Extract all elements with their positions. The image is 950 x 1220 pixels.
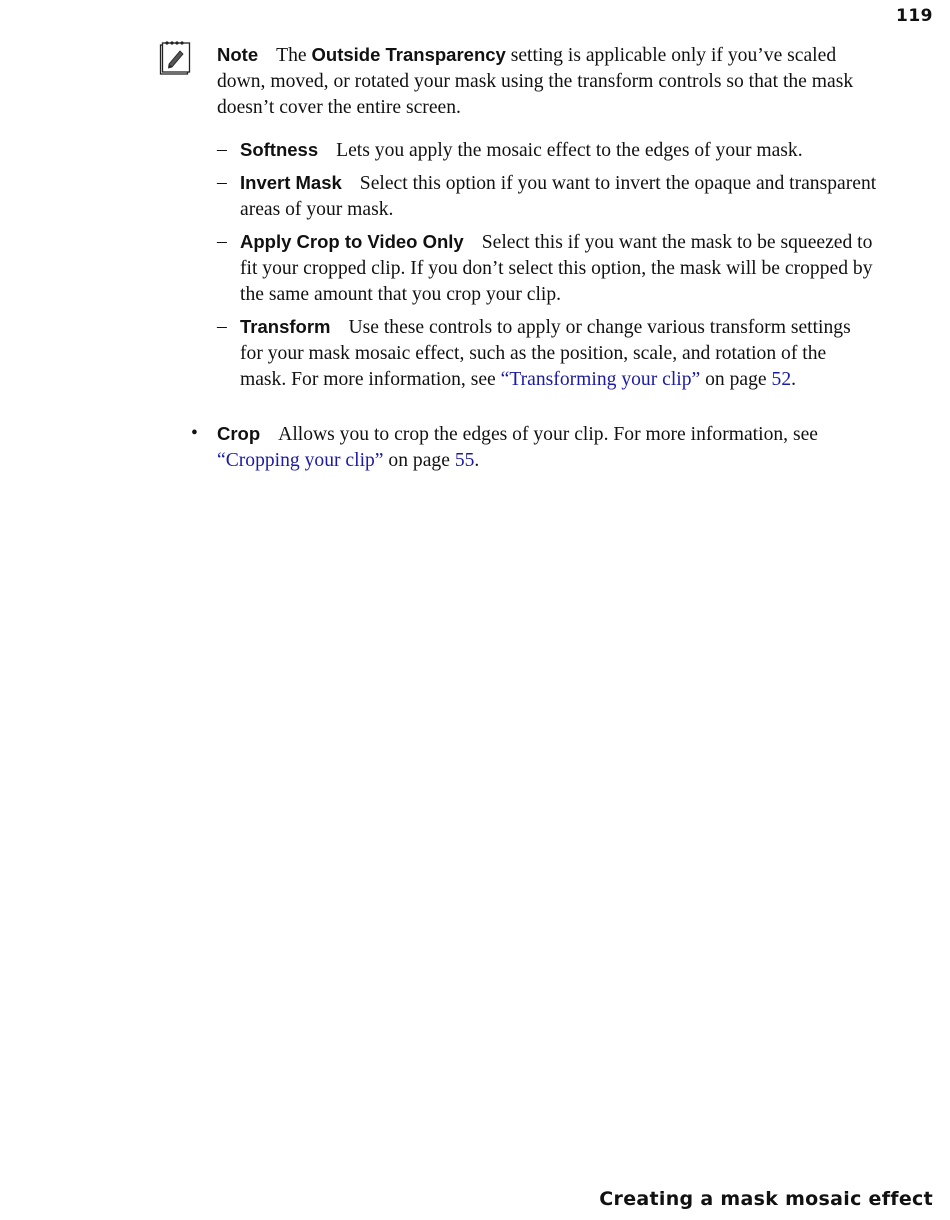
list-item-crop <box>191 421 877 474</box>
text-invert-mask: Select this option if you want to invert the opaque and transparent areas of your mask. <box>240 173 877 220</box>
list-item-apply-crop <box>217 229 877 308</box>
note-block <box>217 42 877 121</box>
note-text-after: setting is applicable only if you’ve scaled down, moved, or rotated your mask using the transform controls so that the mask doesn’t cover the entire screen. <box>217 45 854 118</box>
note-label: Note <box>217 44 259 65</box>
period: . <box>791 369 797 390</box>
text-crop: Allows you to crop the edges of your clip. For more information, see <box>278 424 818 445</box>
note-term: Outside Transparency <box>311 44 506 65</box>
text-softness: Lets you apply the mosaic effect to the edges of your mask. <box>336 140 803 161</box>
cropping-clip-link[interactable]: “Cropping your clip” <box>217 450 384 471</box>
option-main-list <box>191 421 877 474</box>
bullet-marker: • <box>191 423 198 444</box>
page-52-link[interactable]: 52 <box>771 369 792 390</box>
term-crop: Crop <box>217 423 261 444</box>
term-invert-mask: Invert Mask <box>240 172 342 193</box>
text-apply-crop: Select this if you want the mask to be squeezed to fit your cropped clip. If you don’t select this option, the mask will be cropped by the same amount that you crop your clip. <box>240 232 873 305</box>
option-sub-list <box>217 137 877 399</box>
term-transform: Transform <box>240 316 331 337</box>
dash-marker: – <box>217 316 227 337</box>
list-item-softness <box>217 137 877 164</box>
dash-marker: – <box>217 139 227 160</box>
text-on-page: on page <box>705 369 767 390</box>
term-softness: Softness <box>240 139 319 160</box>
term-apply-crop: Apply Crop to Video Only <box>240 231 464 252</box>
page-number: 119 <box>896 6 933 26</box>
text-on-page: on page <box>388 450 450 471</box>
period: . <box>474 450 480 471</box>
list-item-invert-mask <box>217 170 877 223</box>
page-55-link[interactable]: 55 <box>454 450 475 471</box>
list-item-transform <box>217 314 877 393</box>
footer-section-title: Creating a mask mosaic effect <box>599 1188 933 1210</box>
dash-marker: – <box>217 172 227 193</box>
transforming-clip-link[interactable]: “Transforming your clip” <box>500 369 701 390</box>
text-transform: Use these controls to apply or change various transform settings for your mask mosaic effect, such as the position, scale, and rotation of the mask. For more information, see <box>240 317 851 390</box>
dash-marker: – <box>217 231 227 252</box>
notepad-pencil-icon <box>159 40 191 76</box>
note-text-before: The <box>276 45 307 66</box>
